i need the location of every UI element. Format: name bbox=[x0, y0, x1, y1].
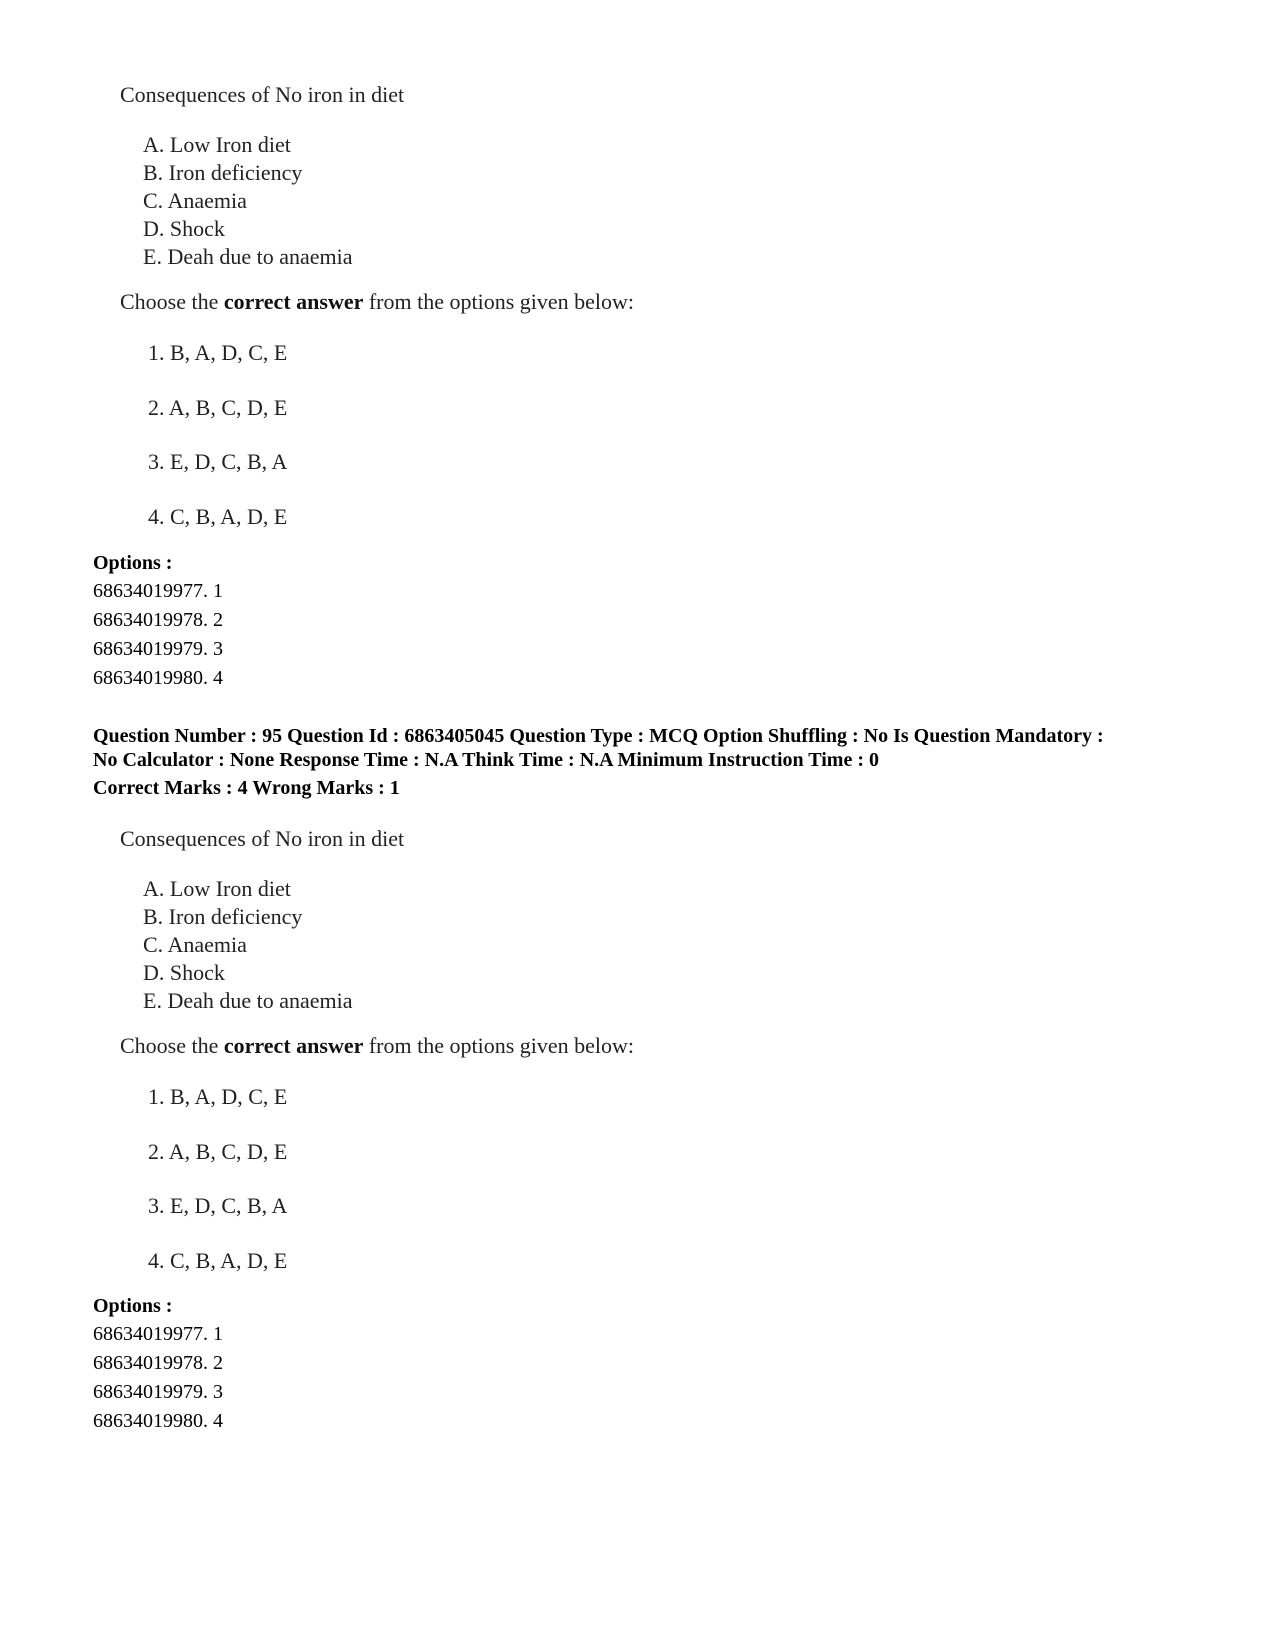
question-stem: Consequences of No iron in diet bbox=[120, 82, 405, 107]
answer-choice: 2. A, B, C, D, E bbox=[148, 394, 288, 420]
question-metadata bbox=[93, 724, 1213, 772]
option-id-list bbox=[93, 1320, 223, 1436]
option-id: 68634019977. 1 bbox=[93, 580, 223, 602]
statement-item: C. Anaemia bbox=[143, 188, 247, 213]
option-id: 68634019979. 3 bbox=[93, 638, 223, 660]
answer-choice: 2. A, B, C, D, E bbox=[148, 1138, 288, 1164]
question-metadata-line-2: No Calculator : None Response Time : N.A Think Time : N.A Minimum Instruction Time : 0 bbox=[93, 749, 879, 771]
option-id: 68634019979. 3 bbox=[93, 1381, 223, 1403]
instruction-post: from the options given below: bbox=[363, 289, 635, 314]
statement-item: D. Shock bbox=[143, 960, 225, 985]
question-stem: Consequences of No iron in diet bbox=[120, 826, 405, 851]
instruction-bold: correct answer bbox=[223, 289, 364, 314]
instruction-post: from the options given below: bbox=[363, 1033, 635, 1058]
answer-choice: 3. E, D, C, B, A bbox=[148, 449, 288, 474]
question-metadata-line-1: Question Number : 95 Question Id : 6863405045 Question Type : MCQ Option Shuffling : No Is Question Mandatory : bbox=[93, 725, 1104, 747]
answer-choice: 4. C, B, A, D, E bbox=[148, 1247, 288, 1273]
answer-choice: 3. E, D, C, B, A bbox=[148, 1193, 288, 1218]
option-id: 68634019980. 4 bbox=[93, 667, 223, 689]
instruction-pre: Choose the bbox=[120, 1033, 224, 1058]
answer-choice: 1. B, A, D, C, E bbox=[148, 1084, 288, 1109]
option-id: 68634019978. 2 bbox=[93, 609, 223, 631]
instruction-bold: correct answer bbox=[223, 1033, 364, 1058]
option-id: 68634019977. 1 bbox=[93, 1323, 223, 1345]
option-id-list bbox=[93, 577, 223, 693]
statement-item: E. Deah due to anaemia bbox=[143, 244, 353, 269]
answer-choice: 1. B, A, D, C, E bbox=[148, 340, 288, 365]
statement-list bbox=[143, 131, 353, 271]
statement-item: B. Iron deficiency bbox=[143, 160, 303, 185]
statement-item: A. Low Iron diet bbox=[143, 132, 291, 157]
statement-item: C. Anaemia bbox=[143, 932, 247, 957]
option-id: 68634019978. 2 bbox=[93, 1352, 223, 1374]
instruction bbox=[120, 289, 634, 315]
marks-info: Correct Marks : 4 Wrong Marks : 1 bbox=[93, 777, 400, 799]
option-id: 68634019980. 4 bbox=[93, 1410, 223, 1432]
answer-choices bbox=[148, 1084, 287, 1302]
statement-list bbox=[143, 875, 353, 1015]
options-label: Options : bbox=[93, 1295, 173, 1317]
answer-choices bbox=[148, 340, 287, 558]
instruction-pre: Choose the bbox=[120, 289, 224, 314]
answer-choice: 4. C, B, A, D, E bbox=[148, 503, 288, 529]
statement-item: E. Deah due to anaemia bbox=[143, 988, 353, 1013]
options-label: Options : bbox=[93, 552, 173, 574]
statement-item: B. Iron deficiency bbox=[143, 904, 303, 929]
instruction bbox=[120, 1033, 634, 1059]
statement-item: A. Low Iron diet bbox=[143, 876, 291, 901]
statement-item: D. Shock bbox=[143, 216, 225, 241]
